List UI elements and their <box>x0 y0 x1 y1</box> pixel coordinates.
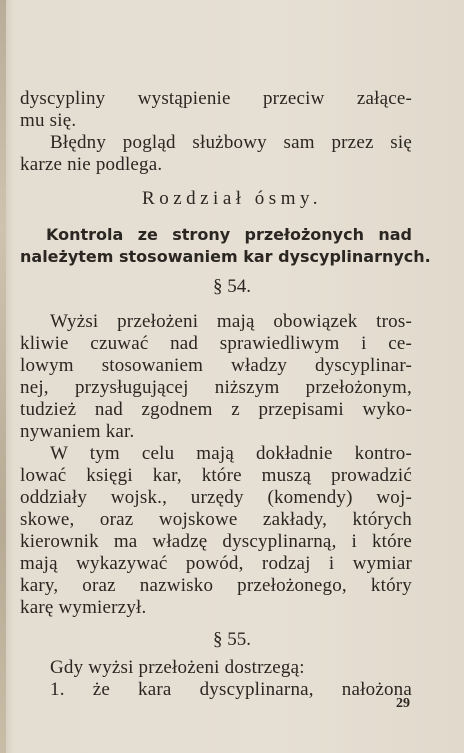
paragraph-line: Wyżsi przełożeni mają obowiązek tros- <box>50 311 412 332</box>
paragraph-line: Gdy wyżsi przełożeni dostrzegą: <box>50 657 305 678</box>
paragraph-line: oddziały wojsk., urzędy (komendy) woj- <box>20 487 412 508</box>
section-number: § 55. <box>213 629 251 650</box>
paragraph-line: karę wymierzył. <box>20 597 147 618</box>
section-number: § 54. <box>213 276 251 297</box>
paragraph-line: lować księgi kar, które muszą prowadzić <box>20 465 412 486</box>
paragraph-line: lowym stosowaniem władzy dyscyplinar- <box>20 355 412 376</box>
text-line: dyscypliny wystąpienie przeciw załące- <box>20 88 412 109</box>
list-item: 1. że kara dyscyplinarna, nałożona <box>50 679 412 700</box>
paragraph-line: nej, przysługującej niższym przełożonym, <box>20 377 412 398</box>
text-line: Błędny pogląd służbowy sam przez się <box>50 132 412 153</box>
paragraph-line: mają wykazywać powód, rodzaj i wymiar <box>20 553 412 574</box>
paragraph-line: kliwie czuwać nad sprawiedliwym i ce- <box>20 333 412 354</box>
text-line: karze nie podlega. <box>20 154 163 175</box>
paragraph-line: W tym celu mają dokładnie kontro- <box>50 443 412 464</box>
paragraph-line: kary, oraz nazwisko przełożonego, który <box>20 575 412 596</box>
paragraph-line: skowe, oraz wojskowe zakłady, których <box>20 509 412 530</box>
paragraph-line: tudzież nad zgodnem z przepisami wyko- <box>20 399 412 420</box>
page-number: 29 <box>396 696 410 711</box>
paragraph-line: nywaniem kar. <box>20 421 135 442</box>
chapter-subtitle-line: należytem stosowaniem kar dyscyplinarnych. <box>20 247 431 266</box>
chapter-title: Rozdział ósmy. <box>142 188 322 209</box>
chapter-subtitle-line: Kontrola ze strony przełożonych nad <box>46 225 412 244</box>
paragraph-line: kierownik ma władzę dyscyplinarną, i które <box>20 531 412 552</box>
text-line: mu się. <box>20 110 77 131</box>
